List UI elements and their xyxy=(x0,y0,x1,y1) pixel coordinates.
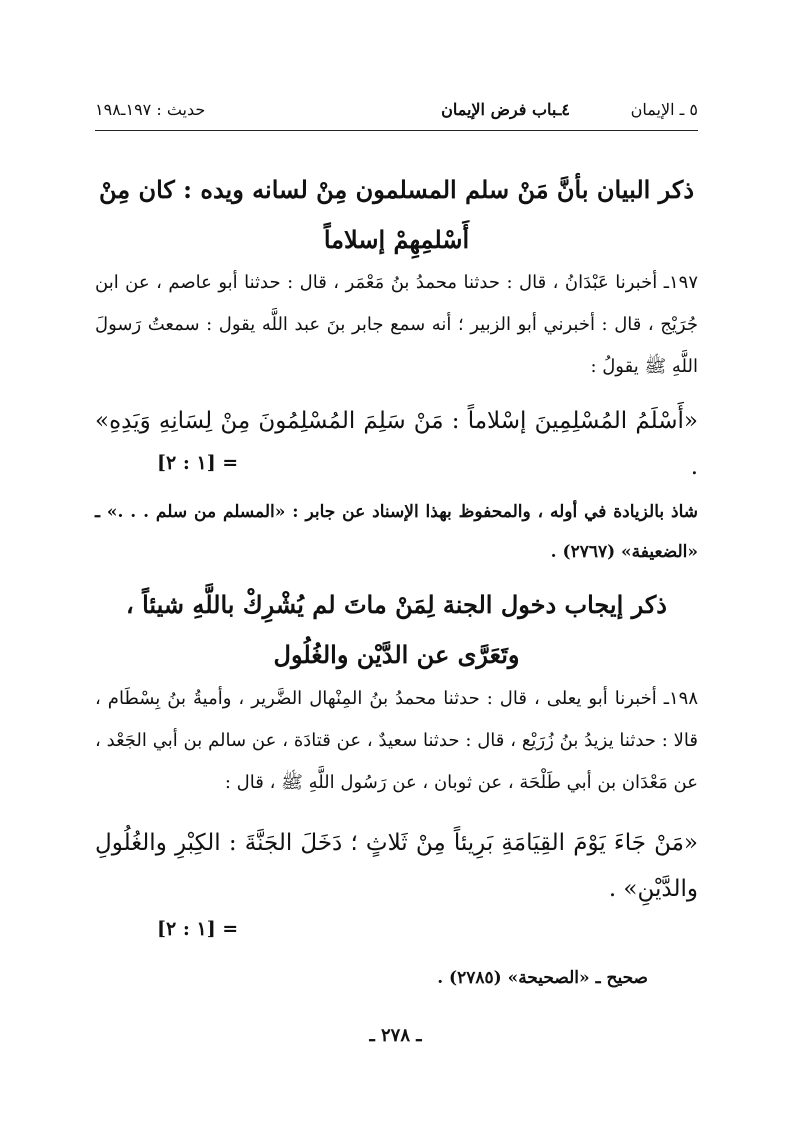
hadith-range: حديث : ١٩٧ـ١٩٨ xyxy=(95,100,206,119)
hadith-reference-197: = [١ : ٢] xyxy=(157,452,239,474)
header-rule xyxy=(95,130,698,131)
hadith-grade-198: صحيح ـ «الصحيحة» (٢٧٨٥) . xyxy=(437,968,648,988)
hadith-isnad-198: ١٩٨ـ أخبرنا أبو يعلى ، قال : حدثنا محمدُ بنُ المِنْهال الضَّرير ، وأميةُ بنُ بِسْطَام ، قالا : حدثنا يزيدُ بنُ زُرَيْع ، قال : حدثنا سعيدٌ ، عن قتادَة ، عن سالم بن أبي الجَعْد ، عن مَعْدَان بن أبي طَلْحَة ، عن ثوبان ، عن رَسُول اللَّهِ ﷺ ، قال : xyxy=(95,688,698,793)
section-heading-1: ذكر البيان بأنَّ مَنْ سلم المسلمون مِنْ لسانه ويده : كان مِنْ أَسْلمِهِمْ إسلاماً xyxy=(98,175,695,254)
page-number: ـ ٢٧٨ ـ xyxy=(369,1025,422,1046)
chapter-title: ٥ ـ الإيمان xyxy=(630,100,698,119)
hadith-text-198: «مَنْ جَاءَ يَوْمَ القِيَامَةِ بَرِيئاً مِنْ ثَلاثٍ ؛ دَخَلَ الجَنَّةَ : الكِبْرِ والغُلُولِ والدَّيْنِ» . xyxy=(95,830,698,902)
section-title: ٤ـباب فرض الإيمان xyxy=(441,100,570,119)
running-header xyxy=(95,100,698,126)
hadith-isnad-197: ١٩٧ـ أخبرنا عَبْدَانُ ، قال : حدثنا محمدُ بنُ مَعْمَر ، قال : حدثنا أبو عاصم ، عن ابن جُرَيْج ، قال : أخبرني أبو الزبير ؛ أنه سمع جابر بنَ عبد اللَّه يقول : سمعتُ رَسولَ اللَّهِ ﷺ يقولُ : xyxy=(95,272,698,377)
hadith-reference-198: = [١ : ٢] xyxy=(157,918,239,940)
section-heading-2: ذكر إيجاب دخول الجنة لِمَنْ ماتَ لم يُشْرِكْ باللَّهِ شيئاً ، وتَعَرَّى عن الدَّيْن والغُلُول xyxy=(126,590,667,669)
hadith-grade-197: شاذ بالزيادة في أوله ، والمحفوظ بهذا الإسناد عن جابر : «المسلم من سلم . . .» ـ «الضعيفة» (٢٧٦٧) . xyxy=(95,502,698,562)
hadith-text-197: «أَسْلَمُ المُسْلِمِينَ إسْلاماً : مَنْ سَلِمَ المُسْلِمُونَ مِنْ لِسَانِهِ وَيَدِهِ» . xyxy=(95,408,698,480)
